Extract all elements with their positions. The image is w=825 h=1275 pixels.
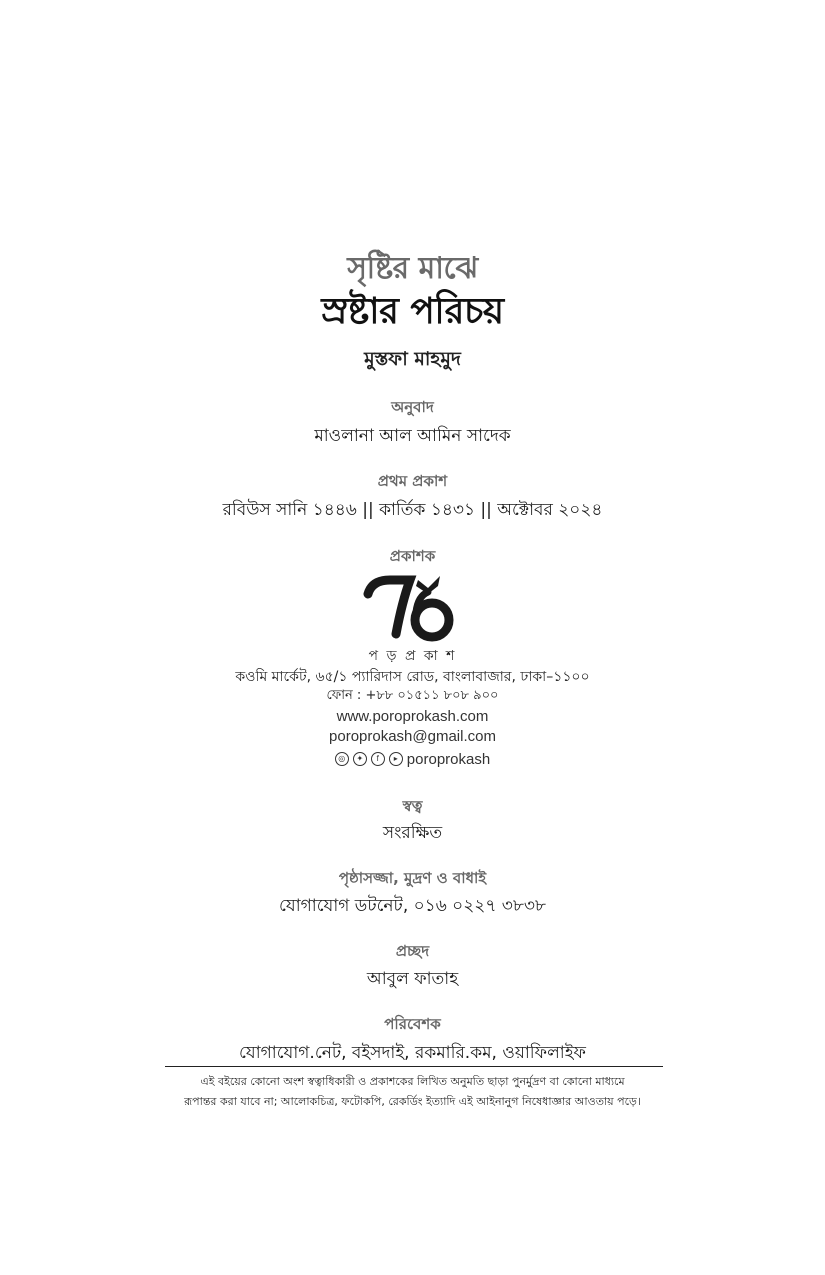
distributor-label: পরিবেশক (384, 1015, 441, 1033)
social-row (0, 748, 825, 768)
instagram-icon[interactable]: ◎ (335, 752, 349, 766)
first-edition-date: রবিউস সানি ১৪৪৬ || কার্তিক ১৪৩১ || অক্টোবর ২০২৪ (222, 500, 603, 520)
book-title-line2: স্রষ্টার পরিচয় (321, 291, 504, 332)
publisher-label: প্রকাশক (389, 547, 436, 565)
publisher-email[interactable]: poroprokash@gmail.com (329, 728, 496, 745)
printing-value: যোগাযোগ ডটনেট, ০১৬ ০২২৭ ৩৮৩৮ (279, 896, 546, 916)
poroprokash-logo-icon (362, 572, 462, 644)
social-links (335, 751, 490, 768)
cover-label: প্রচ্ছদ (395, 942, 430, 960)
copyright-notice-line1: এই বইয়ের কোনো অংশ স্বত্বাধিকারী ও প্রকাশকের লিখিত অনুমতি ছাড়া পুনর্মুদ্রণ বা কোনো মাধ্যমে (200, 1075, 625, 1088)
book-title-line1: সৃষ্টির মাঝে (347, 251, 478, 286)
cover-artist: আবুল ফাতাহ (366, 969, 459, 989)
author-name: মুস্তফা মাহমুদ (364, 348, 461, 370)
facebook-icon[interactable]: f (371, 752, 385, 766)
copyright-notice-line2: রূপান্তর করা যাবে না; আলোকচিত্র, ফটোকপি, রেকর্ডিং ইত্যাদি এই আইনানুগ নিষেধাজ্ঞার আওতায় পড়ে। (184, 1095, 641, 1108)
copyright-label: স্বত্ব (402, 797, 423, 815)
first-edition-label: প্রথম প্রকাশ (377, 472, 448, 490)
publisher-name: প ড় প্র কা শ (368, 648, 457, 664)
twitter-icon[interactable]: ✦ (353, 752, 367, 766)
translation-label: অনুবাদ (391, 398, 434, 416)
publisher-address: কওমি মার্কেট, ৬৫/১ প্যারিদাস রোড, বাংলাবাজার, ঢাকা–১১০০ (235, 669, 590, 685)
distributor-list: যোগাযোগ.নেট, বইসদাই, রকমারি.কম, ওয়াফিলাইফ (239, 1043, 586, 1063)
social-handle[interactable]: poroprokash (406, 750, 491, 768)
youtube-icon[interactable]: ▸ (389, 752, 403, 766)
copyright-value: সংরক্ষিত (382, 823, 443, 843)
publisher-phone: ফোন : +৮৮ ০১৫১১ ৮০৮ ৯০০ (326, 688, 499, 703)
translator-name: মাওলানা আল আমিন সাদেক (314, 426, 511, 446)
printing-label: পৃষ্ঠাসজ্জা, মুদ্রণ ও বাধাই (338, 869, 487, 887)
publisher-website[interactable]: www.poroprokash.com (336, 708, 489, 725)
divider (165, 1066, 663, 1067)
